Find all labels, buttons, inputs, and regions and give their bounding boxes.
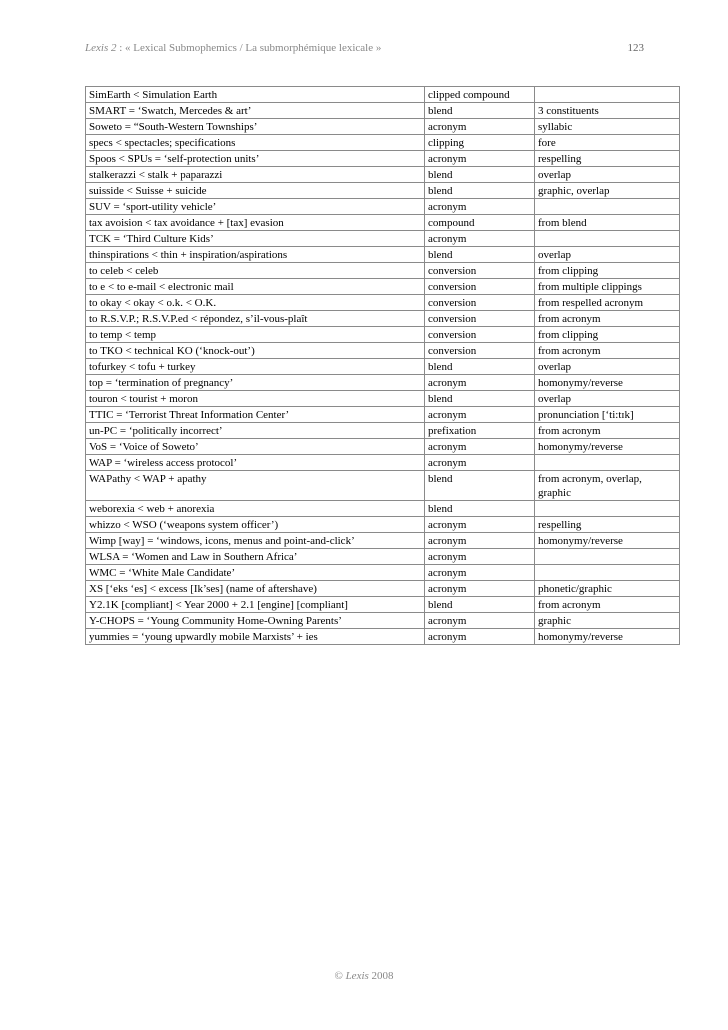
process-cell: acronym	[425, 455, 535, 471]
process-cell: acronym	[425, 549, 535, 565]
note-cell: graphic	[535, 613, 680, 629]
process-cell: blend	[425, 183, 535, 199]
term-cell: to TKO < technical KO (‘knock-out’)	[86, 343, 425, 359]
table-row	[86, 517, 680, 533]
table-row	[86, 215, 680, 231]
process-cell: acronym	[425, 151, 535, 167]
term-cell: tax avoision < tax avoidance + [tax] evasion	[86, 215, 425, 231]
note-cell: pronunciation [‘ti:tɪk]	[535, 407, 680, 423]
term-cell: touron < tourist + moron	[86, 391, 425, 407]
note-cell: 3 constituents	[535, 103, 680, 119]
journal-title: : « Lexical Submophemics / La submorphémique lexicale »	[116, 42, 382, 54]
process-cell: conversion	[425, 327, 535, 343]
process-cell: acronym	[425, 533, 535, 549]
process-cell: acronym	[425, 439, 535, 455]
table-row	[86, 455, 680, 471]
process-cell: acronym	[425, 231, 535, 247]
process-cell: compound	[425, 215, 535, 231]
lexical-table	[85, 86, 680, 645]
process-cell: conversion	[425, 279, 535, 295]
lexical-table-body	[86, 87, 680, 645]
note-cell: from blend	[535, 215, 680, 231]
term-cell: SimEarth < Simulation Earth	[86, 87, 425, 103]
note-cell: fore	[535, 135, 680, 151]
process-cell: clipped compound	[425, 87, 535, 103]
process-cell: acronym	[425, 629, 535, 645]
term-cell: to celeb < celeb	[86, 263, 425, 279]
table-row	[86, 597, 680, 613]
footer-journal: Lexis	[345, 970, 369, 982]
table-row	[86, 391, 680, 407]
process-cell: blend	[425, 501, 535, 517]
table-row	[86, 103, 680, 119]
note-cell	[535, 549, 680, 565]
table-row	[86, 135, 680, 151]
process-cell: blend	[425, 597, 535, 613]
term-cell: suisside < Suisse + suicide	[86, 183, 425, 199]
table-row	[86, 629, 680, 645]
note-cell: overlap	[535, 391, 680, 407]
term-cell: whizzo < WSO (‘weapons system officer’)	[86, 517, 425, 533]
term-cell: thinspirations < thin + inspiration/aspirations	[86, 247, 425, 263]
term-cell: Soweto = “South-Western Townships’	[86, 119, 425, 135]
term-cell: WAPathy < WAP + apathy	[86, 471, 425, 501]
table-row	[86, 613, 680, 629]
term-cell: yummies = ‘young upwardly mobile Marxists’ + ies	[86, 629, 425, 645]
term-cell: XS [‘eks ‘es] < excess [Ik’ses] (name of aftershave)	[86, 581, 425, 597]
table-row	[86, 231, 680, 247]
note-cell: from respelled acronym	[535, 295, 680, 311]
note-cell	[535, 565, 680, 581]
note-cell: overlap	[535, 247, 680, 263]
table-row	[86, 327, 680, 343]
note-cell: from clipping	[535, 263, 680, 279]
note-cell: from clipping	[535, 327, 680, 343]
note-cell: from acronym	[535, 423, 680, 439]
process-cell: acronym	[425, 199, 535, 215]
term-cell: SUV = ‘sport-utility vehicle’	[86, 199, 425, 215]
term-cell: WAP = ‘wireless access protocol’	[86, 455, 425, 471]
note-cell: respelling	[535, 517, 680, 533]
note-cell: phonetic/graphic	[535, 581, 680, 597]
table-row	[86, 359, 680, 375]
note-cell: respelling	[535, 151, 680, 167]
table-row	[86, 167, 680, 183]
note-cell: from acronym	[535, 311, 680, 327]
note-cell: from acronym, overlap, graphic	[535, 471, 680, 501]
table-row	[86, 311, 680, 327]
term-cell: stalkerazzi < stalk + paparazzi	[86, 167, 425, 183]
note-cell	[535, 231, 680, 247]
process-cell: acronym	[425, 119, 535, 135]
note-cell	[535, 455, 680, 471]
term-cell: VoS = ‘Voice of Soweto’	[86, 439, 425, 455]
term-cell: Spoos < SPUs = ‘self-protection units’	[86, 151, 425, 167]
note-cell: overlap	[535, 167, 680, 183]
process-cell: acronym	[425, 375, 535, 391]
note-cell	[535, 199, 680, 215]
table-row	[86, 407, 680, 423]
process-cell: blend	[425, 247, 535, 263]
process-cell: conversion	[425, 343, 535, 359]
term-cell: WLSA = ‘Women and Law in Southern Africa’	[86, 549, 425, 565]
process-cell: prefixation	[425, 423, 535, 439]
process-cell: blend	[425, 103, 535, 119]
note-cell: graphic, overlap	[535, 183, 680, 199]
process-cell: clipping	[425, 135, 535, 151]
process-cell: acronym	[425, 565, 535, 581]
table-row	[86, 247, 680, 263]
note-cell: syllabic	[535, 119, 680, 135]
table-row	[86, 183, 680, 199]
term-cell: WMC = ‘White Male Candidate’	[86, 565, 425, 581]
process-cell: blend	[425, 167, 535, 183]
footer-year: 2008	[368, 970, 394, 982]
term-cell: weborexia < web + anorexia	[86, 501, 425, 517]
table-row	[86, 295, 680, 311]
process-cell: blend	[425, 391, 535, 407]
table-row	[86, 581, 680, 597]
page-header	[85, 42, 644, 54]
term-cell: Wimp [way] = ‘windows, icons, menus and point-and-click’	[86, 533, 425, 549]
note-cell: homonymy/reverse	[535, 533, 680, 549]
process-cell: blend	[425, 471, 535, 501]
note-cell: from multiple clippings	[535, 279, 680, 295]
table-row	[86, 533, 680, 549]
process-cell: conversion	[425, 263, 535, 279]
process-cell: acronym	[425, 407, 535, 423]
table-row	[86, 263, 680, 279]
note-cell: from acronym	[535, 597, 680, 613]
page-number: 123	[627, 42, 644, 54]
page-footer	[0, 970, 728, 982]
table-row	[86, 439, 680, 455]
term-cell: tofurkey < tofu + turkey	[86, 359, 425, 375]
copyright-symbol: ©	[334, 970, 346, 982]
table-row	[86, 199, 680, 215]
term-cell: Y2.1K [compliant] < Year 2000 + 2.1 [engine] [compliant]	[86, 597, 425, 613]
term-cell: to R.S.V.P.; R.S.V.P.ed < répondez, s’il-vous-plaît	[86, 311, 425, 327]
note-cell: homonymy/reverse	[535, 629, 680, 645]
process-cell: acronym	[425, 613, 535, 629]
table-row	[86, 87, 680, 103]
table-row	[86, 549, 680, 565]
note-cell	[535, 501, 680, 517]
note-cell	[535, 87, 680, 103]
table-row	[86, 279, 680, 295]
process-cell: conversion	[425, 295, 535, 311]
table-row	[86, 343, 680, 359]
term-cell: SMART = ‘Swatch, Mercedes & art’	[86, 103, 425, 119]
term-cell: Y-CHOPS = ‘Young Community Home-Owning Parents’	[86, 613, 425, 629]
note-cell: homonymy/reverse	[535, 439, 680, 455]
term-cell: top = ‘termination of pregnancy’	[86, 375, 425, 391]
note-cell: homonymy/reverse	[535, 375, 680, 391]
table-row	[86, 119, 680, 135]
journal-name: Lexis 2	[85, 42, 117, 54]
process-cell: acronym	[425, 581, 535, 597]
term-cell: un-PC = ‘politically incorrect’	[86, 423, 425, 439]
table-row	[86, 471, 680, 501]
term-cell: specs < spectacles; specifications	[86, 135, 425, 151]
note-cell: overlap	[535, 359, 680, 375]
process-cell: acronym	[425, 517, 535, 533]
term-cell: to temp < temp	[86, 327, 425, 343]
term-cell: TTIC = ‘Terrorist Threat Information Center’	[86, 407, 425, 423]
table-row	[86, 565, 680, 581]
process-cell: conversion	[425, 311, 535, 327]
note-cell: from acronym	[535, 343, 680, 359]
table-row	[86, 375, 680, 391]
term-cell: TCK = ‘Third Culture Kids’	[86, 231, 425, 247]
table-row	[86, 423, 680, 439]
table-row	[86, 151, 680, 167]
process-cell: blend	[425, 359, 535, 375]
table-row	[86, 501, 680, 517]
term-cell: to okay < okay < o.k. < O.K.	[86, 295, 425, 311]
term-cell: to e < to e-mail < electronic mail	[86, 279, 425, 295]
